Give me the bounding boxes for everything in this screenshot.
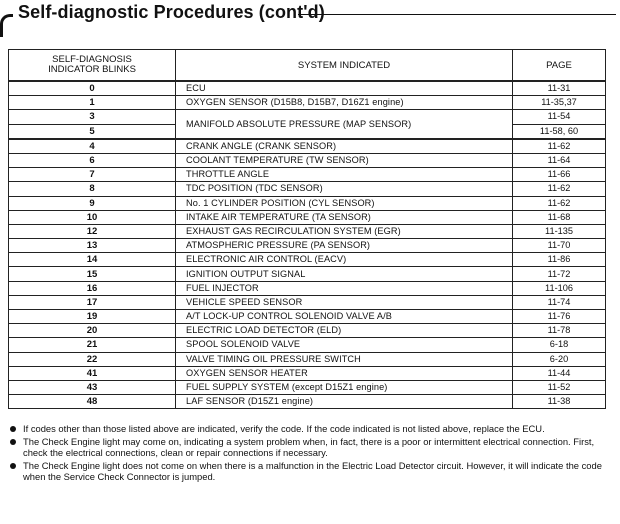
blink-code-cell: 13	[9, 239, 176, 253]
system-cell: CRANK ANGLE (CRANK SENSOR)	[176, 139, 513, 154]
blink-code-cell: 14	[9, 253, 176, 267]
system-cell: FUEL SUPPLY SYSTEM (except D15Z1 engine)	[176, 380, 513, 394]
system-cell: MANIFOLD ABSOLUTE PRESSURE (MAP SENSOR)	[176, 110, 513, 139]
note-text: If codes other than those listed above are indicated, verify the code. If the code indicated is not listed above, replace the ECU.	[23, 423, 545, 434]
page-cell: 11-31	[513, 81, 606, 96]
system-cell: ELECTRONIC AIR CONTROL (EACV)	[176, 253, 513, 267]
blink-code-cell: 0	[9, 81, 176, 96]
note-item	[10, 436, 608, 459]
system-cell: ECU	[176, 81, 513, 96]
blink-code-cell: 10	[9, 210, 176, 224]
table-row	[9, 224, 606, 238]
page-cell: 11-35,37	[513, 96, 606, 110]
blink-code-cell: 12	[9, 224, 176, 238]
system-cell: VEHICLE SPEED SENSOR	[176, 295, 513, 309]
blink-code-cell: 20	[9, 324, 176, 338]
corner-bracket	[0, 14, 13, 37]
note-text: The Check Engine light may come on, indicating a system problem when, in fact, there is a poor or intermittent electrical connection. First, check the electrical connections, clean or repair connections if necessary.	[23, 435, 595, 458]
notes-section	[10, 423, 608, 484]
blink-code-cell: 48	[9, 395, 176, 409]
table-row	[9, 81, 606, 96]
blink-code-cell: 9	[9, 196, 176, 210]
blink-code-cell: 16	[9, 281, 176, 295]
system-cell: IGNITION OUTPUT SIGNAL	[176, 267, 513, 281]
blink-code-cell: 1	[9, 96, 176, 110]
table-row	[9, 110, 606, 124]
bullet-icon	[10, 439, 16, 445]
column-header-blinks-line2: INDICATOR BLINKS	[48, 64, 136, 75]
blink-code-cell: 3	[9, 110, 176, 124]
diagnostic-codes-table	[8, 49, 606, 409]
system-cell: OXYGEN SENSOR (D15B8, D15B7, D16Z1 engine)	[176, 96, 513, 110]
table-row	[9, 380, 606, 394]
table-row	[9, 281, 606, 295]
page-cell: 11-78	[513, 324, 606, 338]
page-cell: 6-20	[513, 352, 606, 366]
diagnostic-table-container	[8, 49, 605, 409]
table-row	[9, 352, 606, 366]
table-row	[9, 295, 606, 309]
blink-code-cell: 43	[9, 380, 176, 394]
page-cell: 11-68	[513, 210, 606, 224]
blink-code-cell: 41	[9, 366, 176, 380]
table-row	[9, 338, 606, 352]
table-row	[9, 267, 606, 281]
table-row	[9, 239, 606, 253]
table-row	[9, 253, 606, 267]
page-cell: 11-58, 60	[513, 124, 606, 139]
table-row	[9, 395, 606, 409]
blink-code-cell: 4	[9, 139, 176, 154]
blink-code-cell: 19	[9, 310, 176, 324]
blink-code-cell: 7	[9, 168, 176, 182]
system-cell: ATMOSPHERIC PRESSURE (PA SENSOR)	[176, 239, 513, 253]
note-item	[10, 460, 608, 483]
blink-code-cell: 15	[9, 267, 176, 281]
page-header	[0, 0, 620, 40]
column-header-blinks-line1: SELF-DIAGNOSIS	[52, 54, 132, 65]
table-header-row	[9, 50, 606, 82]
blink-code-cell: 8	[9, 182, 176, 196]
table-row	[9, 139, 606, 154]
table-row	[9, 210, 606, 224]
page-cell: 11-76	[513, 310, 606, 324]
page-cell: 11-66	[513, 168, 606, 182]
table-row	[9, 96, 606, 110]
page-cell: 11-38	[513, 395, 606, 409]
note-item	[10, 423, 608, 435]
bullet-icon	[10, 463, 16, 469]
system-cell: OXYGEN SENSOR HEATER	[176, 366, 513, 380]
table-row	[9, 324, 606, 338]
blink-code-cell: 6	[9, 153, 176, 167]
system-cell: VALVE TIMING OIL PRESSURE SWITCH	[176, 352, 513, 366]
page-cell: 11-106	[513, 281, 606, 295]
system-cell: ELECTRIC LOAD DETECTOR (ELD)	[176, 324, 513, 338]
blink-code-cell: 17	[9, 295, 176, 309]
system-cell: FUEL INJECTOR	[176, 281, 513, 295]
system-cell: No. 1 CYLINDER POSITION (CYL SENSOR)	[176, 196, 513, 210]
bullet-icon	[10, 426, 16, 432]
page-cell: 11-62	[513, 139, 606, 154]
page-cell: 11-74	[513, 295, 606, 309]
system-cell: EXHAUST GAS RECIRCULATION SYSTEM (EGR)	[176, 224, 513, 238]
table-row	[9, 182, 606, 196]
system-cell: A/T LOCK-UP CONTROL SOLENOID VALVE A/B	[176, 310, 513, 324]
table-row	[9, 168, 606, 182]
blink-code-cell: 21	[9, 338, 176, 352]
system-cell: TDC POSITION (TDC SENSOR)	[176, 182, 513, 196]
column-header-page: PAGE	[513, 50, 606, 82]
page-cell: 11-70	[513, 239, 606, 253]
system-cell: COOLANT TEMPERATURE (TW SENSOR)	[176, 153, 513, 167]
page-cell: 11-52	[513, 380, 606, 394]
blink-code-cell: 5	[9, 124, 176, 139]
table-row	[9, 196, 606, 210]
table-row	[9, 310, 606, 324]
column-header-system: SYSTEM INDICATED	[176, 50, 513, 82]
blink-code-cell: 22	[9, 352, 176, 366]
title-rule	[298, 14, 616, 15]
page-cell: 11-72	[513, 267, 606, 281]
page-cell: 11-54	[513, 110, 606, 124]
page-cell: 11-62	[513, 182, 606, 196]
note-text: The Check Engine light does not come on when there is a malfunction in the Electric Load Detector circuit. However, it will indicate the code when the Service Check Connector is jumped.	[23, 459, 602, 482]
table-row	[9, 153, 606, 167]
page-cell: 11-135	[513, 224, 606, 238]
page-cell: 11-64	[513, 153, 606, 167]
system-cell: SPOOL SOLENOID VALVE	[176, 338, 513, 352]
column-header-blinks	[9, 50, 176, 82]
system-cell: LAF SENSOR (D15Z1 engine)	[176, 395, 513, 409]
system-cell: THROTTLE ANGLE	[176, 168, 513, 182]
table-body	[9, 81, 606, 409]
system-cell: INTAKE AIR TEMPERATURE (TA SENSOR)	[176, 210, 513, 224]
page-title: Self-diagnostic Procedures (cont'd)	[18, 2, 325, 22]
page-cell: 6-18	[513, 338, 606, 352]
page-cell: 11-86	[513, 253, 606, 267]
table-row	[9, 366, 606, 380]
page-cell: 11-44	[513, 366, 606, 380]
page-cell: 11-62	[513, 196, 606, 210]
